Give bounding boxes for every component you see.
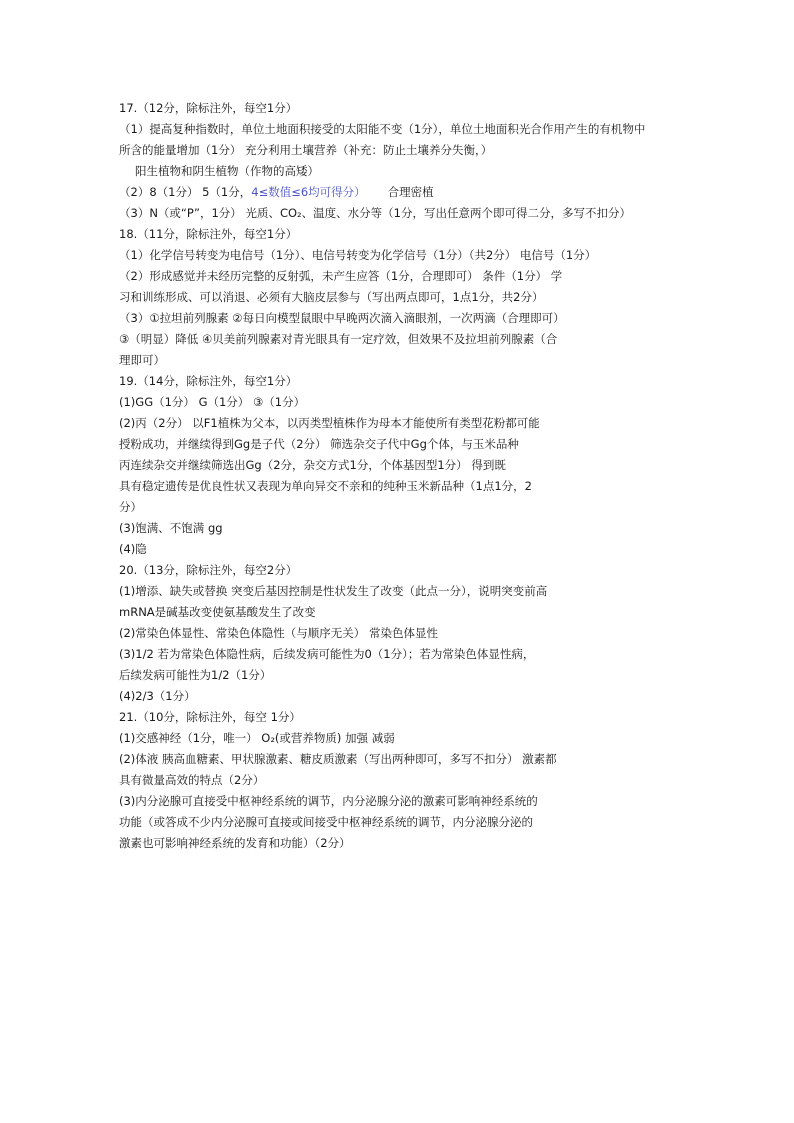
q19-heading: 19.（14分，除标注外，每空1分） [119,374,298,388]
q17-2-text: （2）8（1分） 5（1分， [119,185,252,199]
q18-3-line1: （3）①拉坦前列腺素 ②每日向模型鼠眼中早晚两次滴入滴眼剂，一次两滴（合理即可） [119,311,565,325]
q19-2-line1: (2)丙（2分） 以F1植株为父本，以丙类型植株作为母本才能使所有类型花粉都可能 [119,416,540,430]
q21-2-line2: 具有微量高效的特点（2分） [119,773,265,787]
q20-1-line2: mRNA是碱基改变使氨基酸发生了改变 [119,605,316,619]
q21-3-line2: 功能（或答成不少内分泌腺可直接或间接受中枢神经系统的调节，内分泌腺分泌的 [119,815,533,829]
q20-1-line1: (1)增添、缺失或替换 突变后基因控制是性状发生了改变（此点一分），说明突变前高 [119,584,548,598]
q19-2-line5: 分） [119,500,142,514]
q17-2-line [119,182,679,203]
q17-2-tail: 合理密植 [387,185,434,199]
q19-1-line: (1)GG（1分） G（1分） ③（1分） [119,395,306,409]
q19-2-line3: 丙连续杂交并继续筛选出Gg（2分，杂交方式1分，个体基因型1分） 得到既 [119,458,506,472]
q20-3-line1: (3)1/2 若为常染色体隐性病，后续发病可能性为0（1分）；若为常染色体显性病， [119,647,535,661]
q21-heading: 21.（10分，除标注外，每空 1分） [119,710,301,724]
q20-2-line: (2)常染色体显性、常染色体隐性（与顺序无关） 常染色体显性 [119,626,438,640]
q18-2-line1: （2）形成感觉并未经历完整的反射弧，未产生应答（1分，合理即可） 条件（1分） 学 [119,269,563,283]
q17-1-line2: 所含的能量增加（1分） 充分利用土壤营养（补充：防止土壤养分失衡，） [119,143,493,157]
q17-1-line1: （1）提高复种指数时，单位土地面积接受的太阳能不变（1分），单位土地面积光合作用产生的有机物中 [119,122,646,136]
q19-2-line4: 具有稳定遗传是优良性状又表现为单向异交不亲和的纯种玉米新品种（1点1分，2 [119,479,532,493]
q19-2-line2: 授粉成功，并继续得到Gg是子代（2分） 筛选杂交子代中Gg个体，与玉米品种 [119,437,519,451]
q18-3-line2: ③（明显）降低 ④贝美前列腺素对青光眼具有一定疗效，但效果不及拉坦前列腺素（合 [119,332,558,346]
q20-4-line: (4)2/3（1分） [119,689,196,703]
q17-heading: 17.（12分，除标注外，每空1分） [119,101,298,115]
q17-2-blue-note: 4≤数值≤6均可得分） [251,185,366,199]
q19-3-line: (3)饱满、不饱满 gg [119,521,223,535]
q17-3-line: （3）N（或“P”，1分） 光质、CO₂、温度、水分等（1分，写出任意两个即可得二分，多写不扣分） [119,206,631,220]
q21-2-line1: (2)体液 胰高血糖素、甲状腺激素、糖皮质激素（写出两种即可，多写不扣分） 激素都 [119,752,557,766]
q17-1-line3: 阳生植物和阴生植物（作物的高矮） [135,164,319,178]
q20-3-line2: 后续发病可能性为1/2（1分） [119,668,272,682]
q21-3-line1: (3)内分泌腺可直接受中枢神经系统的调节，内分泌腺分泌的激素可影响神经系统的 [119,794,538,808]
q19-4-line: (4)隐 [119,542,147,556]
q20-heading: 20.（13分，除标注外，每空2分） [119,563,298,577]
q18-1-line: （1）化学信号转变为电信号（1分）、电信号转变为化学信号（1分）（共2分） 电信号（1分） [119,248,597,262]
q21-1-line: (1)交感神经（1分，唯一） O₂(或营养物质) 加强 减弱 [119,731,395,745]
q18-heading: 18.（11分，除标注外，每空1分） [119,227,298,241]
q18-2-line2: 习和训练形成、可以消退、必须有大脑皮层参与（写出两点即可，1点1分，共2分） [119,290,544,304]
q18-3-line3: 理即可） [119,353,165,367]
q21-3-line3: 激素也可影响神经系统的发育和功能）（2分） [119,836,351,850]
